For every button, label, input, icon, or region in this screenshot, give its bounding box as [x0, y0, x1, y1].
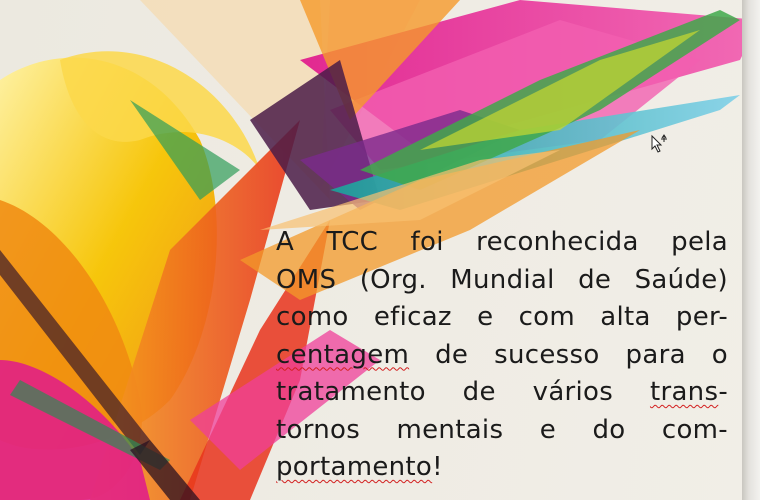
text-fragment: de sucesso para o	[409, 339, 728, 370]
misspelled-word: portamento	[276, 452, 433, 482]
monitor-bezel	[742, 0, 760, 500]
text-line: como eficaz e com alta per-	[276, 302, 728, 332]
text-fragment: -	[718, 377, 728, 407]
text-line	[276, 449, 728, 487]
text-line: A TCC foi reconhecida pela	[276, 227, 728, 257]
misspelled-word: centagem	[276, 339, 410, 370]
text-line	[276, 337, 728, 375]
text-line: tornos mentais e do com-	[276, 414, 728, 445]
misspelled-word: trans	[649, 377, 719, 407]
text-line	[276, 374, 728, 412]
text-fragment: !	[432, 452, 443, 482]
text-fragment: tratamento de vários	[276, 377, 650, 407]
move-cursor-icon	[650, 134, 670, 156]
slide-text-body	[276, 224, 728, 487]
text-line: OMS (Org. Mundial de Saúde)	[276, 264, 728, 295]
